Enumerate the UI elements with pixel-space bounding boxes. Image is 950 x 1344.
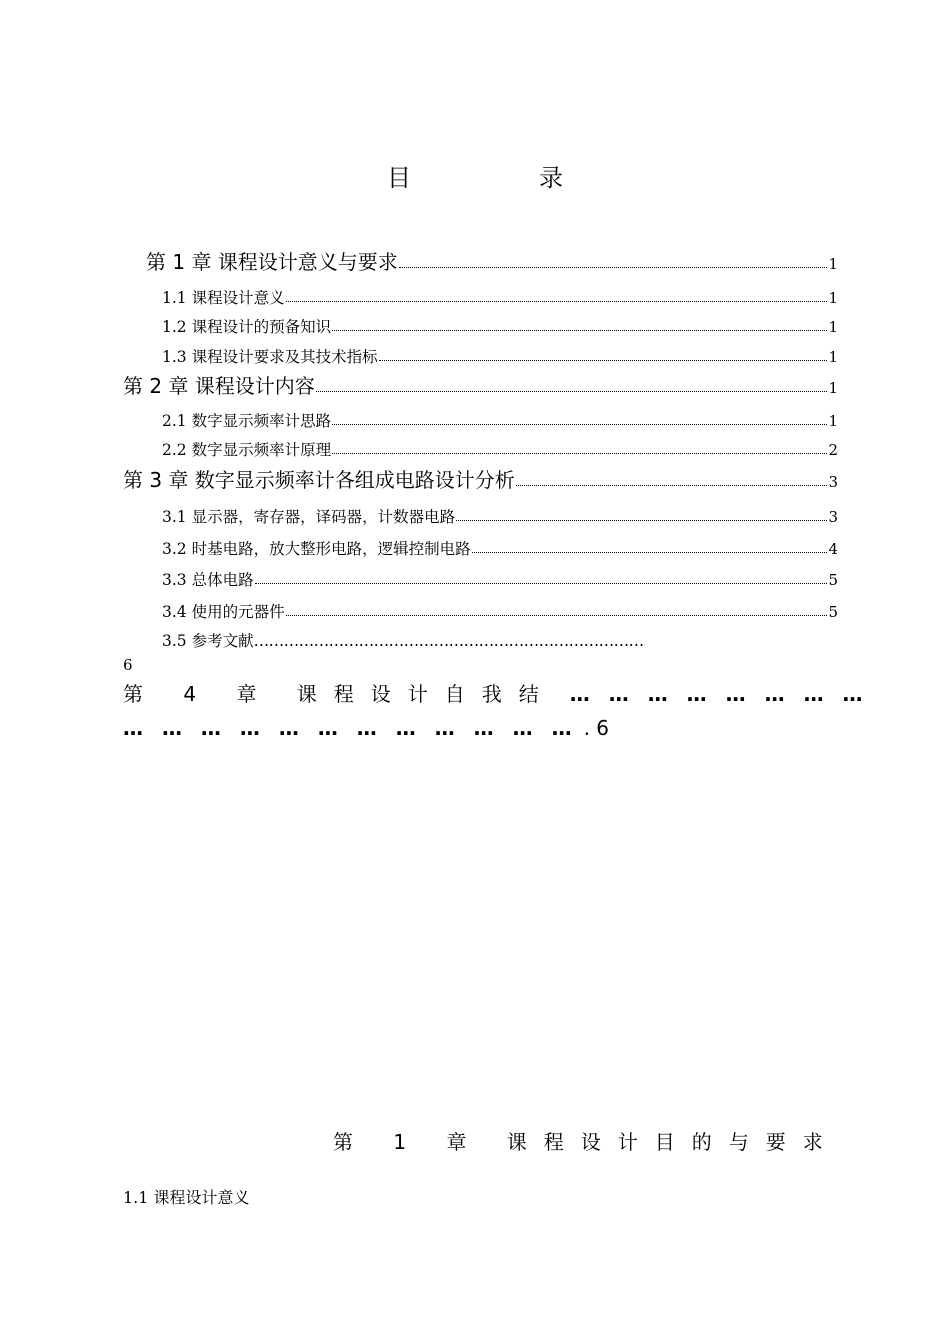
toc-entry-3-4[interactable] [162, 596, 838, 620]
dot-leader [316, 391, 828, 392]
toc-entry-label: 第 2 章 课程设计内容 [123, 374, 315, 398]
dot-leader [332, 424, 827, 425]
toc-title: 目 录 [387, 164, 615, 192]
toc-entry-label: 2.2 数字显示频率计原理 [162, 440, 332, 459]
toc-entry-1-2[interactable] [162, 311, 838, 335]
toc-entry-label: 3.3 总体电路 [162, 570, 254, 589]
toc-page-number: 3 [828, 473, 838, 491]
toc-entry-label: 第 3 章 数字显示频率计各组成电路设计分析 [123, 468, 515, 492]
toc-entry-3-2[interactable] [162, 533, 838, 557]
toc-entry-chapter-3[interactable] [123, 466, 838, 490]
toc-entry-2-1[interactable] [162, 405, 838, 429]
toc-page-number: 3 [828, 508, 838, 526]
toc-page-number: 1 [828, 318, 838, 336]
toc-entry-label: 3.1 显示器，寄存器，译码器，计数器电路 [162, 507, 456, 526]
toc-entry-label: 1.3 课程设计要求及其技术指标 [162, 347, 378, 366]
toc-entry-chapter-4-continuation [123, 716, 609, 740]
toc-entry-label: 3.4 使用的元器件 [162, 602, 285, 621]
toc-entry-label: 1.1 课程设计意义 [162, 288, 285, 307]
toc-page-number: 1 [828, 289, 838, 307]
dot-leader [255, 583, 828, 584]
toc-entry-label: 3.2 时基电路，放大整形电路，逻辑控制电路 [162, 539, 471, 558]
toc-entry-label: 第 1 章 课程设计意义与要求 [146, 250, 398, 274]
dot-leader [379, 360, 828, 361]
ellipsis-leader: …………………………………………………………………… [253, 632, 644, 650]
toc-entry-3-1[interactable] [162, 501, 838, 525]
toc-page-number: 1 [828, 379, 838, 397]
dot-leader [286, 615, 828, 616]
toc-page-number: 4 [828, 540, 838, 558]
dot-leader [516, 485, 828, 486]
dot-leader [332, 453, 827, 454]
toc-entry-1-3[interactable] [162, 341, 838, 365]
ellipsis-leader: … … … … … … … … [569, 682, 869, 706]
toc-page-number: 1 [828, 348, 838, 366]
toc-entry-chapter-4[interactable] [123, 678, 869, 707]
dot-leader [456, 520, 827, 521]
toc-entry-label: 3.5 参考文献 [162, 632, 254, 650]
toc-page-number: 5 [828, 571, 838, 589]
toc-page-number: 1 [828, 255, 838, 273]
dot-leader [399, 267, 828, 268]
section-heading: 1.1 课程设计意义 [123, 1188, 250, 1207]
toc-page-number: 6 [123, 656, 133, 674]
chapter-heading: 第 1 章 课程设计目的与要求 [333, 1130, 840, 1154]
toc-entry-3-3[interactable] [162, 564, 838, 588]
dot-leader [286, 301, 828, 302]
toc-page-number: 5 [828, 603, 838, 621]
toc-page-number: 1 [828, 412, 838, 430]
toc-entry-label: 第 4 章 课程设计自我结 [123, 682, 556, 706]
toc-entry-2-2[interactable] [162, 434, 838, 458]
dot-leader [332, 330, 827, 331]
toc-entry-label: 1.2 课程设计的预备知识 [162, 317, 332, 336]
toc-entry-label: 2.1 数字显示频率计思路 [162, 411, 332, 430]
toc-entry-1-1[interactable] [162, 282, 838, 306]
dot-leader [472, 552, 828, 553]
ellipsis-leader: … … … … … … … … … … … … [123, 716, 578, 740]
toc-entry-chapter-1[interactable] [146, 248, 838, 272]
toc-page-number: 2 [828, 441, 838, 459]
toc-entry-chapter-2[interactable] [123, 372, 838, 396]
toc-page-number: . 6 [583, 716, 610, 740]
toc-entry-3-5[interactable] [162, 629, 644, 651]
